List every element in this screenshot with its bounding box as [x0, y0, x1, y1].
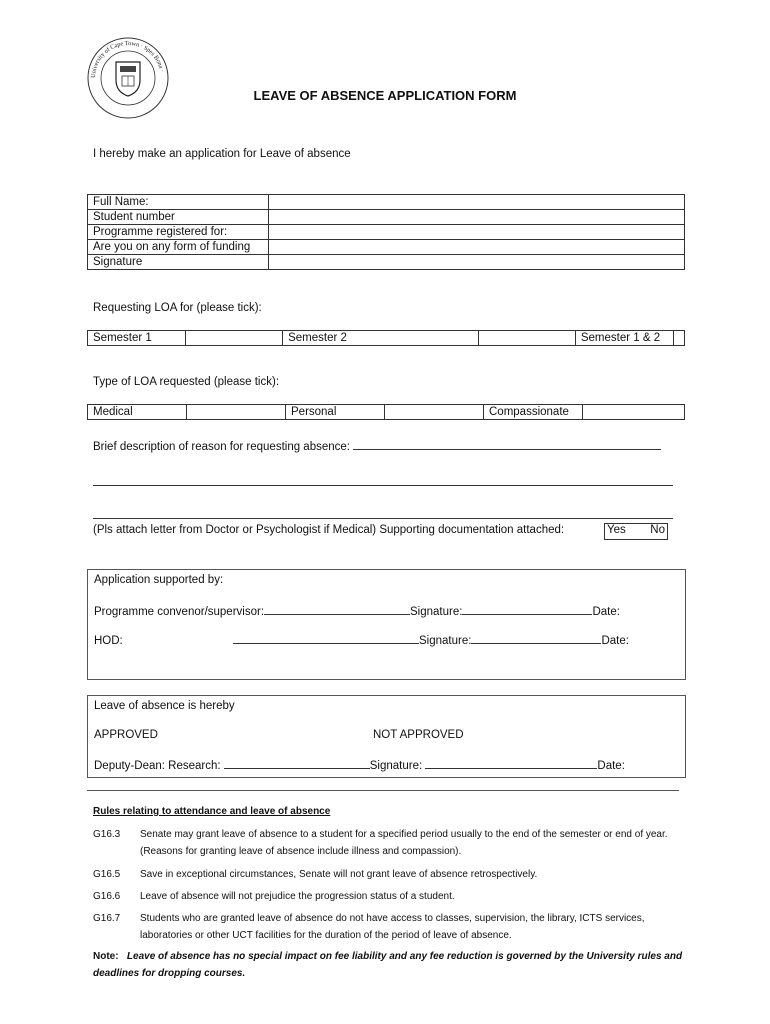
rule-code: G16.6 — [93, 891, 121, 902]
full-name-field[interactable] — [269, 195, 685, 210]
tick-personal[interactable] — [385, 405, 484, 420]
tick-semester-1-2[interactable] — [674, 331, 685, 346]
option-compassionate: Compassionate — [484, 405, 583, 420]
tick-compassionate[interactable] — [583, 405, 685, 420]
attach-no[interactable]: No — [650, 524, 665, 536]
row-label-programme: Programme registered for: — [88, 225, 269, 240]
intro-text: I hereby make an application for Leave of absence — [93, 148, 351, 160]
hod-label: HOD: — [94, 635, 123, 647]
option-personal: Personal — [286, 405, 385, 420]
rule-code: G16.7 — [93, 913, 121, 924]
deputy-date-label: Date: — [597, 760, 625, 772]
deputy-dean-label: Deputy-Dean: Research: — [94, 760, 221, 772]
approval-heading: Leave of absence is hereby — [94, 700, 235, 712]
loa-type-table — [87, 404, 685, 420]
approved-option[interactable]: APPROVED — [94, 729, 158, 741]
convenor-line[interactable] — [264, 604, 410, 615]
option-semester-1-2: Semester 1 & 2 — [575, 331, 673, 346]
rule-text: Leave of absence will not prejudice the progression status of a student. — [140, 891, 455, 902]
note-text: Leave of absence has no special impact on fee liability and any fee reduction is governed by the University rules and deadlines for dropping courses. — [93, 951, 683, 979]
note-label: Note: — [93, 951, 119, 962]
rule-text: Students who are granted leave of absence do not have access to classes, supervision, the library, ICTS services, laboratories or other UCT facilities for the duration of the period of leave of absence. — [140, 913, 645, 941]
funding-field[interactable] — [269, 240, 685, 255]
semester-label: Requesting LOA for (please tick): — [93, 302, 262, 314]
reason-label: Brief description of reason for requesting absence: — [93, 441, 350, 453]
university-seal-icon — [86, 36, 170, 120]
row-label-funding: Are you on any form of funding — [88, 240, 269, 255]
rule-code: G16.5 — [93, 869, 121, 880]
option-medical: Medical — [88, 405, 187, 420]
hod-date-label: Date: — [601, 635, 629, 647]
programme-field[interactable] — [269, 225, 685, 240]
reason-line-1[interactable] — [353, 438, 661, 450]
attach-yes[interactable]: Yes — [607, 524, 626, 536]
option-semester-2: Semester 2 — [283, 331, 479, 346]
deputy-signature-line[interactable] — [425, 758, 597, 769]
hod-line[interactable] — [233, 633, 419, 644]
tick-semester-1[interactable] — [186, 331, 283, 346]
page-title: LEAVE OF ABSENCE APPLICATION FORM — [253, 88, 517, 103]
details-table — [87, 194, 685, 270]
convenor-date-label: Date: — [592, 606, 620, 618]
support-heading: Application supported by: — [94, 574, 224, 586]
convenor-signature-line[interactable] — [462, 604, 592, 615]
semester-table — [87, 330, 685, 346]
deputy-dean-line[interactable] — [224, 758, 370, 769]
seal-ring-text: University of Cape Town · Spes Bona · — [89, 39, 166, 79]
rule-code: G16.3 — [93, 829, 121, 840]
student-number-field[interactable] — [269, 210, 685, 225]
attach-text: (Pls attach letter from Doctor or Psychologist if Medical) Supporting documentation attached: — [93, 524, 565, 536]
rule-text: Save in exceptional circumstances, Senate will not grant leave of absence retrospectively. — [140, 869, 538, 880]
row-label-full-name: Full Name: — [88, 195, 269, 210]
row-label-student-number: Student number — [88, 210, 269, 225]
reason-line-3[interactable] — [93, 509, 673, 519]
tick-semester-2[interactable] — [478, 331, 575, 346]
rules-title: Rules relating to attendance and leave of absence — [93, 806, 331, 817]
row-label-signature: Signature — [88, 255, 269, 270]
reason-line-2[interactable] — [93, 476, 673, 486]
signature-field[interactable] — [269, 255, 685, 270]
rule-text: Senate may grant leave of absence to a student for a specified period usually to the end of the semester or end of year. (Reasons for granting leave of absence include illness and compassion). — [140, 829, 668, 857]
fee-note — [93, 948, 683, 982]
loa-type-label: Type of LOA requested (please tick): — [93, 376, 280, 388]
not-approved-option[interactable]: NOT APPROVED — [373, 729, 464, 741]
approval-box — [87, 695, 686, 778]
convenor-signature-label: Signature: — [410, 606, 463, 618]
tick-medical[interactable] — [187, 405, 286, 420]
hod-signature-line[interactable] — [471, 633, 601, 644]
divider — [87, 790, 679, 791]
attach-choice-box[interactable] — [604, 523, 668, 540]
hod-signature-label: Signature: — [419, 635, 472, 647]
convenor-label: Programme convenor/supervisor: — [94, 606, 265, 618]
support-box — [87, 569, 686, 680]
deputy-signature-label: Signature: — [369, 760, 423, 772]
option-semester-1: Semester 1 — [88, 331, 186, 346]
